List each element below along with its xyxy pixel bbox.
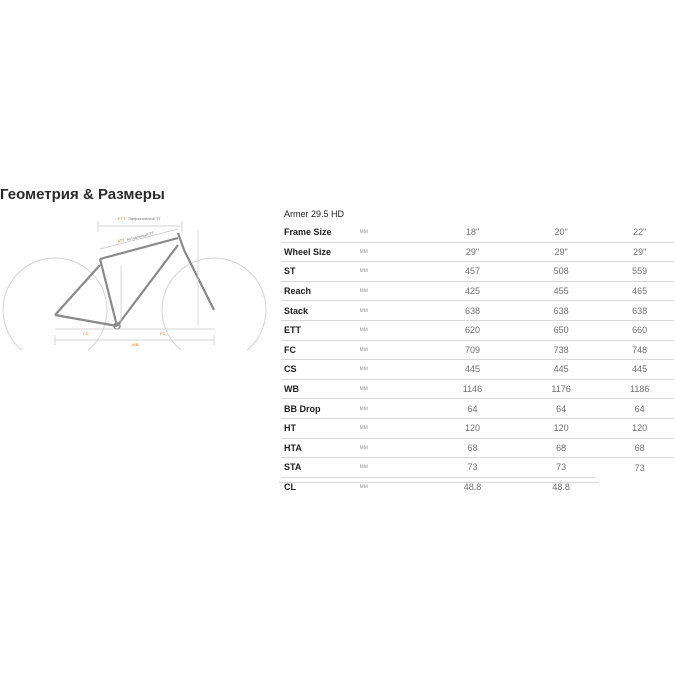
row-unit: мм bbox=[360, 301, 439, 321]
row-value-size-3: 559 bbox=[595, 262, 674, 282]
row-unit: мм bbox=[360, 458, 439, 478]
row-value-size-1: 425 bbox=[438, 281, 517, 301]
row-label: HT bbox=[281, 418, 360, 438]
table-row bbox=[281, 399, 674, 419]
row-value-size-3: 748 bbox=[595, 340, 674, 360]
row-value-size-2: 445 bbox=[517, 360, 596, 380]
row-value-size-2: 64 bbox=[517, 399, 596, 419]
row-unit: мм bbox=[360, 262, 439, 282]
row-value-size-1: 68 bbox=[438, 438, 517, 458]
row-value-size-2: 650 bbox=[517, 320, 596, 340]
fc-label: FC bbox=[160, 331, 166, 336]
row-label: Reach bbox=[281, 281, 360, 301]
att-tag: ATT bbox=[117, 237, 126, 244]
row-unit: мм bbox=[360, 340, 439, 360]
row-value-size-1: 73 bbox=[438, 458, 517, 478]
row-unit: мм bbox=[360, 418, 439, 438]
row-label: BB Drop bbox=[281, 399, 360, 419]
row-label: ST bbox=[281, 262, 360, 282]
row-label: ETT bbox=[281, 320, 360, 340]
row-unit: мм bbox=[360, 223, 439, 242]
bike-frame bbox=[55, 233, 214, 326]
row-value-size-3: 638 bbox=[595, 301, 674, 321]
table-row bbox=[281, 281, 674, 301]
row-value-size-3: 1186 bbox=[595, 379, 674, 399]
table-row bbox=[281, 320, 674, 340]
row-value-size-3: 22" bbox=[595, 223, 674, 242]
row-value-size-2: 20" bbox=[517, 223, 596, 242]
table-row bbox=[281, 340, 674, 360]
row-value-size-1: 18" bbox=[438, 223, 517, 242]
row-value-size-2: 48.8 bbox=[552, 482, 570, 493]
table-bottom-rule bbox=[279, 482, 599, 483]
row-label: CL bbox=[284, 482, 296, 493]
row-label: Frame Size bbox=[281, 223, 360, 242]
geometry-table bbox=[281, 205, 674, 496]
table-row bbox=[281, 458, 674, 478]
row-value-size-1: 457 bbox=[438, 262, 517, 282]
table-row bbox=[281, 477, 674, 496]
row-value-size-2: 120 bbox=[517, 418, 596, 438]
table-row bbox=[281, 360, 674, 380]
table-row bbox=[281, 301, 674, 321]
row-value-size-2: 1176 bbox=[517, 379, 596, 399]
row-unit: мм bbox=[360, 242, 439, 262]
row-label: STA bbox=[281, 458, 360, 478]
row-unit: мм bbox=[360, 281, 439, 301]
cs-label: CS bbox=[83, 331, 89, 336]
row-unit: мм bbox=[360, 399, 439, 419]
att-label: Актуальный TT bbox=[126, 230, 155, 242]
row-value-size-2: 638 bbox=[517, 301, 596, 321]
row-value-size-1: 1146 bbox=[438, 379, 517, 399]
row-value-size-1: 638 bbox=[438, 301, 517, 321]
ett-label: Эффективный TT bbox=[128, 216, 161, 221]
table-row bbox=[281, 379, 674, 399]
row-unit: мм bbox=[360, 379, 439, 399]
model-row bbox=[281, 205, 674, 223]
row-value-size-1: 29" bbox=[438, 242, 517, 262]
table-row bbox=[281, 223, 674, 242]
model-name: Armer 29.5 HD bbox=[284, 209, 345, 219]
row-value-size-2: 455 bbox=[517, 281, 596, 301]
row-value-size-3: 64 bbox=[595, 399, 674, 419]
table-row bbox=[281, 418, 674, 438]
row-value-size-3: 465 bbox=[595, 281, 674, 301]
table-row bbox=[281, 242, 674, 262]
row-value-size-3: 73 bbox=[634, 462, 645, 473]
row-value-size-3 bbox=[595, 477, 674, 496]
row-value-size-3: 68 bbox=[595, 438, 674, 458]
row-value-size-2: 68 bbox=[517, 438, 596, 458]
row-label: WB bbox=[281, 379, 360, 399]
row-value-size-3: 29" bbox=[595, 242, 674, 262]
ett-tag: ETT bbox=[118, 216, 126, 221]
row-value-size-2: 738 bbox=[517, 340, 596, 360]
row-value-size-1: 445 bbox=[438, 360, 517, 380]
row-value-size-1: 709 bbox=[438, 340, 517, 360]
bike-geometry-diagram bbox=[0, 205, 270, 350]
row-value-size-2: 73 bbox=[517, 458, 596, 478]
wb-label: WB bbox=[132, 342, 139, 347]
row-label: CS bbox=[281, 360, 360, 380]
table-row bbox=[281, 438, 674, 458]
row-value-size-2: 508 bbox=[517, 262, 596, 282]
row-value-size-1: 120 bbox=[438, 418, 517, 438]
row-unit: мм bbox=[360, 438, 439, 458]
table-row bbox=[281, 262, 674, 282]
row-value-size-1: 64 bbox=[438, 399, 517, 419]
row-label: Wheel Size bbox=[281, 242, 360, 262]
row-unit: мм bbox=[360, 320, 439, 340]
row-label: Stack bbox=[281, 301, 360, 321]
row-value-size-3: 120 bbox=[595, 418, 674, 438]
row-label: HTA bbox=[281, 438, 360, 458]
row-value-size-3: 445 bbox=[595, 360, 674, 380]
row-label: FC bbox=[281, 340, 360, 360]
row-unit: мм bbox=[360, 360, 439, 380]
page-title: Геометрия & Размеры bbox=[0, 186, 165, 203]
row-value-size-2: 29" bbox=[517, 242, 596, 262]
row-unit: мм bbox=[359, 484, 368, 491]
row-value-size-1: 620 bbox=[438, 320, 517, 340]
row-value-size-3: 660 bbox=[595, 320, 674, 340]
row-value-size-1: 48.8 bbox=[463, 482, 482, 493]
